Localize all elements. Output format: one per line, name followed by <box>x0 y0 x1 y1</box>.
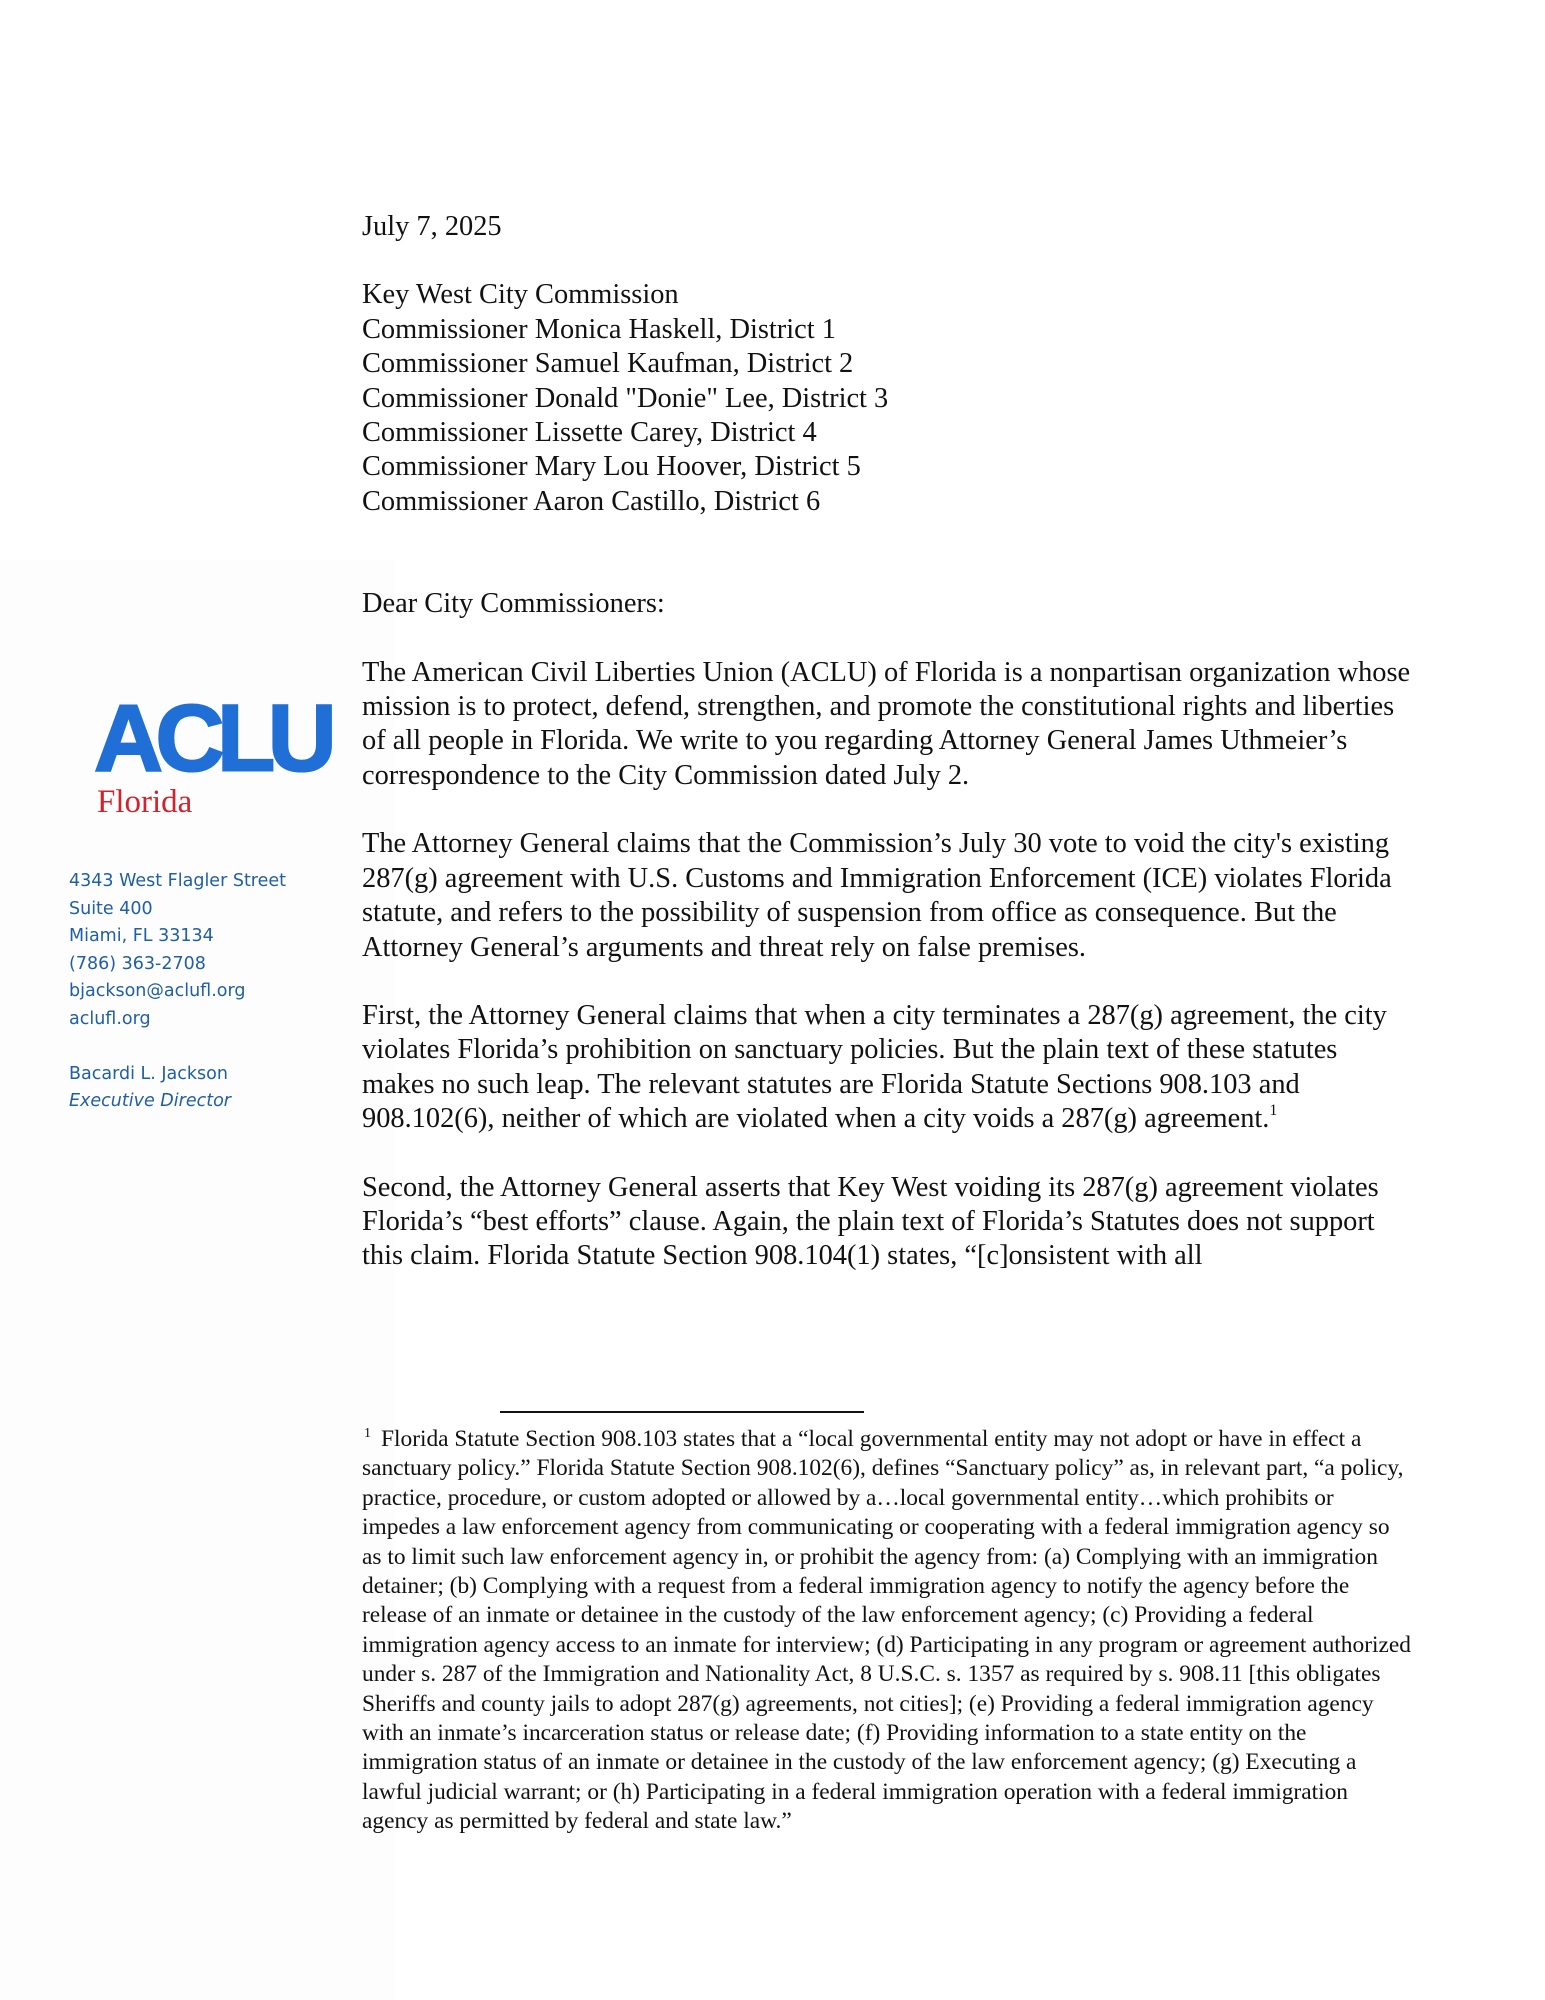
body-paragraph-second-argument <box>362 1171 1412 1274</box>
recipient-line: Commissioner Donald "Donie" Lee, District 3 <box>362 382 889 414</box>
paragraph-text: First, the Attorney General claims that when a city terminates a 287(g) agreement, the city violates Florida’s prohibition on sanctuary policies. But the plain text of these statutes makes no such leap. The relevant statutes are Florida Statute Sections 908.103 and 908.102(6), neither of which are violated when a city voids a 287(g) agreement. <box>362 999 1387 1135</box>
recipient-line: Commissioner Monica Haskell, District 1 <box>362 313 836 345</box>
body-paragraph-first-argument <box>362 999 1412 1137</box>
email-link[interactable]: bjackson@aclufl.org <box>69 981 246 1002</box>
paragraph-text: The Attorney General claims that the Commission’s July 30 vote to void the city's existing 287(g) agreement with U.S. Customs and Immigration Enforcement (ICE) violates Florida statute, and refers to the possibility of suspension from office as consequence. But the Attorney General’s arguments and threat rely on false premises. <box>362 828 1392 963</box>
aclu-florida-logo <box>94 686 330 820</box>
footnote-number: 1 <box>364 1426 371 1441</box>
body-paragraph-claims <box>362 827 1412 965</box>
recipient-line: Key West City Commission <box>362 279 679 311</box>
recipient-line: Commissioner Samuel Kaufman, District 2 <box>362 348 854 380</box>
footnote-separator <box>500 1411 864 1413</box>
letter-date: July 7, 2025 <box>362 211 502 242</box>
recipient-list <box>362 278 1412 519</box>
address-street: 4343 West Flagler Street <box>69 871 287 891</box>
footnote-reference[interactable]: 1 <box>1269 1102 1278 1120</box>
phone-number: (786) 363-2708 <box>69 953 206 974</box>
recipient-line: Commissioner Lissette Carey, District 4 <box>362 417 817 449</box>
body-paragraph-intro <box>362 656 1412 794</box>
letterhead-contact-block <box>69 868 286 1116</box>
salutation: Dear City Commissioners: <box>362 588 665 620</box>
logo-state-name: Florida <box>97 784 193 820</box>
signatory-title: Executive Director <box>69 1091 231 1112</box>
website-link[interactable]: aclufl.org <box>69 1008 151 1029</box>
letter-body <box>362 210 1412 1308</box>
spacer <box>69 1034 286 1061</box>
footnote-text: Florida Statute Section 908.103 states that a “local governmental entity may not adopt or have in effect a sanctuary policy.” Florida Statute Section 908.102(6), defines “Sanctuary policy” as, in relevant part, “a policy, practice, procedure, or custom adopted or allowed by a…local governmental entity…which prohibits or impedes a law enforcement agency from communicating or cooperating with a federal immigration agency so as to limit such law enforcement agency in, or prohibit the agency from: (a) Complying with an immigration detainer; (b) Complying with a request from a federal immigration agency to notify the agency before the release of an inmate or detainee in the custody of the law enforcement agency; (c) Providing a federal immigration agency access to an inmate for interview; (d) Participating in any program or agreement authorized under s. 287 of the Immigration and Nationality Act, 8 U.S.C. s. 1357 as required by s. 908.11 [this obligates Sheriffs and county jails to adopt 287(g) agreements, not cities]; (e) Providing a federal immigration agency with an inmate’s incarceration status or release date; (f) Providing information to a state entity on the immigration status of an inmate or detainee in the custody of the law enforcement agency; (g) Executing a lawful judicial warrant; or (h) Participating in a federal immigration operation with a federal immigration agency as permitted by federal and state law.” <box>362 1426 1411 1835</box>
paragraph-text: The American Civil Liberties Union (ACLU) of Florida is a nonpartisan organization whose mission is to protect, defend, strengthen, and promote the constitutional rights and liberties of all people in Florida. We write to you regarding Attorney General James Uthmeier’s correspondence to the City Commission dated July 2. <box>362 656 1411 791</box>
recipient-line: Commissioner Aaron Castillo, District 6 <box>362 485 821 517</box>
aclu-wordmark: ACLU <box>94 686 330 792</box>
signatory-name: Bacardi L. Jackson <box>69 1063 228 1084</box>
recipient-line: Commissioner Mary Lou Hoover, District 5 <box>362 451 861 483</box>
address-suite: Suite 400 <box>69 898 153 919</box>
paragraph-text: Second, the Attorney General asserts that Key West voiding its 287(g) agreement violates Florida’s “best efforts” clause. Again, the plain text of Florida’s Statutes does not support this claim. Florida Statute Section 908.104(1) states, “[c]onsistent with all <box>362 1171 1379 1272</box>
address-city-state-zip: Miami, FL 33134 <box>69 926 214 947</box>
footnote-1 <box>362 1425 1412 1837</box>
